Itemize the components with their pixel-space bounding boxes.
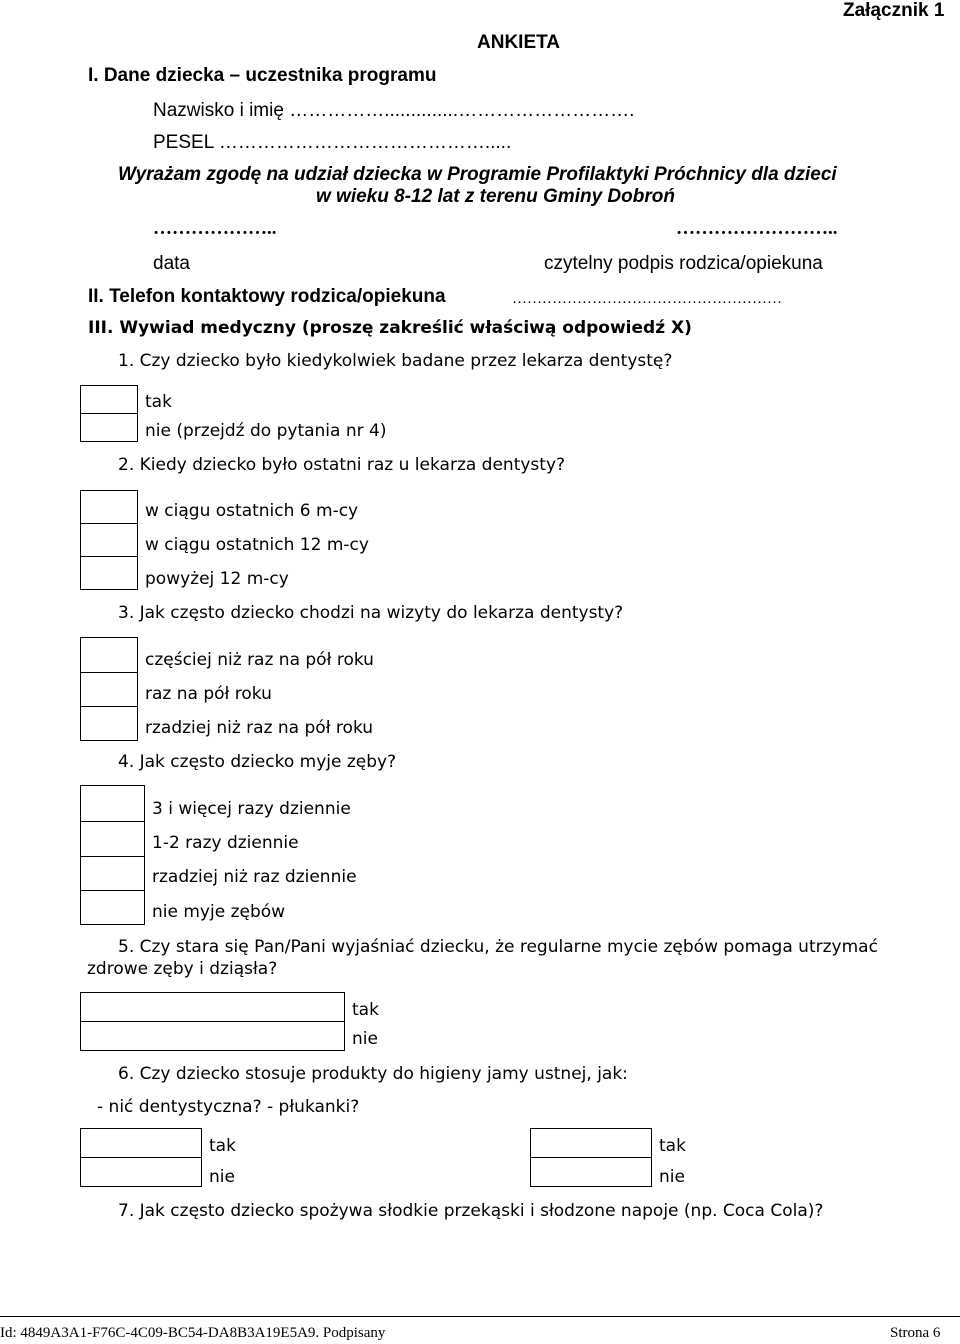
q1-option-nie: nie (przejdź do pytania nr 4) [145, 421, 387, 441]
q2-option-6m: w ciągu ostatnich 6 m-cy [145, 501, 359, 521]
date-dots[interactable]: ……………….. [153, 218, 277, 239]
q4-option-never: nie myje zębów [152, 902, 286, 922]
signature-label: czytelny podpis rodzica/opiekuna [544, 253, 823, 274]
survey-title: ANKIETA [477, 32, 561, 53]
q2-option-over12m: powyżej 12 m-cy [145, 569, 289, 589]
question-2: 2. Kiedy dziecko było ostatni raz u lekarza dentysty? [118, 455, 566, 475]
q3-checkbox-more[interactable] [80, 637, 138, 673]
q6-floss-option-nie: nie [209, 1167, 235, 1187]
q2-checkbox-over12m[interactable] [80, 556, 138, 590]
q3-checkbox-half-year[interactable] [80, 672, 138, 707]
q3-option-half-year: raz na pół roku [145, 684, 272, 704]
footer-page-number: Strona 6 [890, 1325, 941, 1341]
consent-text-line2: w wieku 8-12 lat z terenu Gminy Dobroń [316, 186, 675, 207]
q1-checkbox-nie[interactable] [80, 413, 138, 442]
date-label: data [153, 253, 190, 274]
question-6: 6. Czy dziecko stosuje produkty do higieny jamy ustnej, jak: [118, 1064, 628, 1084]
q6-floss-option-tak: tak [209, 1136, 236, 1156]
section-1-heading: I. Dane dziecka – uczestnika programu [88, 65, 437, 86]
q1-checkbox-tak[interactable] [80, 385, 138, 414]
q3-checkbox-less[interactable] [80, 706, 138, 741]
pesel-field-label[interactable]: PESEL ……………………………………..... [153, 132, 512, 153]
q6-rinse-option-nie: nie [659, 1167, 685, 1187]
q4-checkbox-3plus[interactable] [80, 785, 145, 822]
q4-option-less-daily: rzadziej niż raz dziennie [152, 867, 357, 887]
q6-floss-checkbox-tak[interactable] [80, 1128, 202, 1158]
question-7: 7. Jak często dziecko spożywa słodkie przekąski i słodzone napoje (np. Coca Cola)? [118, 1201, 824, 1221]
signature-dots[interactable]: …………………….. [676, 218, 838, 239]
question-4: 4. Jak często dziecko myje zęby? [118, 752, 397, 772]
question-5-line1: 5. Czy stara się Pan/Pani wyjaśniać dziecku, że regularne mycie zębów pomaga utrzymać [118, 937, 878, 957]
question-1: 1. Czy dziecko było kiedykolwiek badane przez lekarza dentystę? [118, 351, 673, 371]
q3-option-more: częściej niż raz na pół roku [145, 650, 374, 670]
q4-option-3plus: 3 i więcej razy dziennie [152, 799, 351, 819]
q5-option-tak: tak [352, 1000, 379, 1020]
q1-option-tak: tak [145, 392, 172, 412]
q6-floss-checkbox-nie[interactable] [80, 1157, 202, 1187]
phone-dots[interactable]: ……………………………………………… [512, 291, 782, 307]
q5-option-nie: nie [352, 1029, 378, 1049]
section-2-heading: II. Telefon kontaktowy rodzica/opiekuna [88, 286, 446, 307]
q4-checkbox-never[interactable] [80, 890, 145, 925]
q6-rinse-checkbox-nie[interactable] [530, 1157, 652, 1187]
q4-checkbox-less-daily[interactable] [80, 856, 145, 891]
name-field-label[interactable]: Nazwisko i imię ……………..............………………………. [153, 100, 635, 121]
question-3: 3. Jak często dziecko chodzi na wizyty do lekarza dentysty? [118, 603, 624, 623]
section-3-heading: III. Wywiad medyczny (proszę zakreślić właściwą odpowiedź X) [88, 318, 692, 338]
q3-option-less: rzadziej niż raz na pół roku [145, 718, 374, 738]
footer-divider [0, 1316, 960, 1317]
q2-option-12m: w ciągu ostatnich 12 m-cy [145, 535, 369, 555]
q2-checkbox-6m[interactable] [80, 490, 138, 524]
question-5-line2: zdrowe zęby i dziąsła? [87, 959, 278, 979]
q2-checkbox-12m[interactable] [80, 523, 138, 557]
q5-checkbox-tak[interactable] [80, 992, 345, 1022]
q4-checkbox-1-2[interactable] [80, 821, 145, 857]
question-6-subtext: - nić dentystyczna? - płukanki? [97, 1097, 360, 1117]
footer-document-id: Id: 4849A3A1-F76C-4C09-BC54-DA8B3A19E5A9. Podpisany [0, 1325, 386, 1341]
consent-text-line1: Wyrażam zgodę na udział dziecka w Programie Profilaktyki Próchnicy dla dzieci [118, 164, 837, 185]
attachment-label: Załącznik 1 [843, 0, 945, 21]
q6-rinse-checkbox-tak[interactable] [530, 1128, 652, 1158]
q5-checkbox-nie[interactable] [80, 1021, 345, 1051]
q4-option-1-2: 1-2 razy dziennie [152, 833, 299, 853]
q6-rinse-option-tak: tak [659, 1136, 686, 1156]
